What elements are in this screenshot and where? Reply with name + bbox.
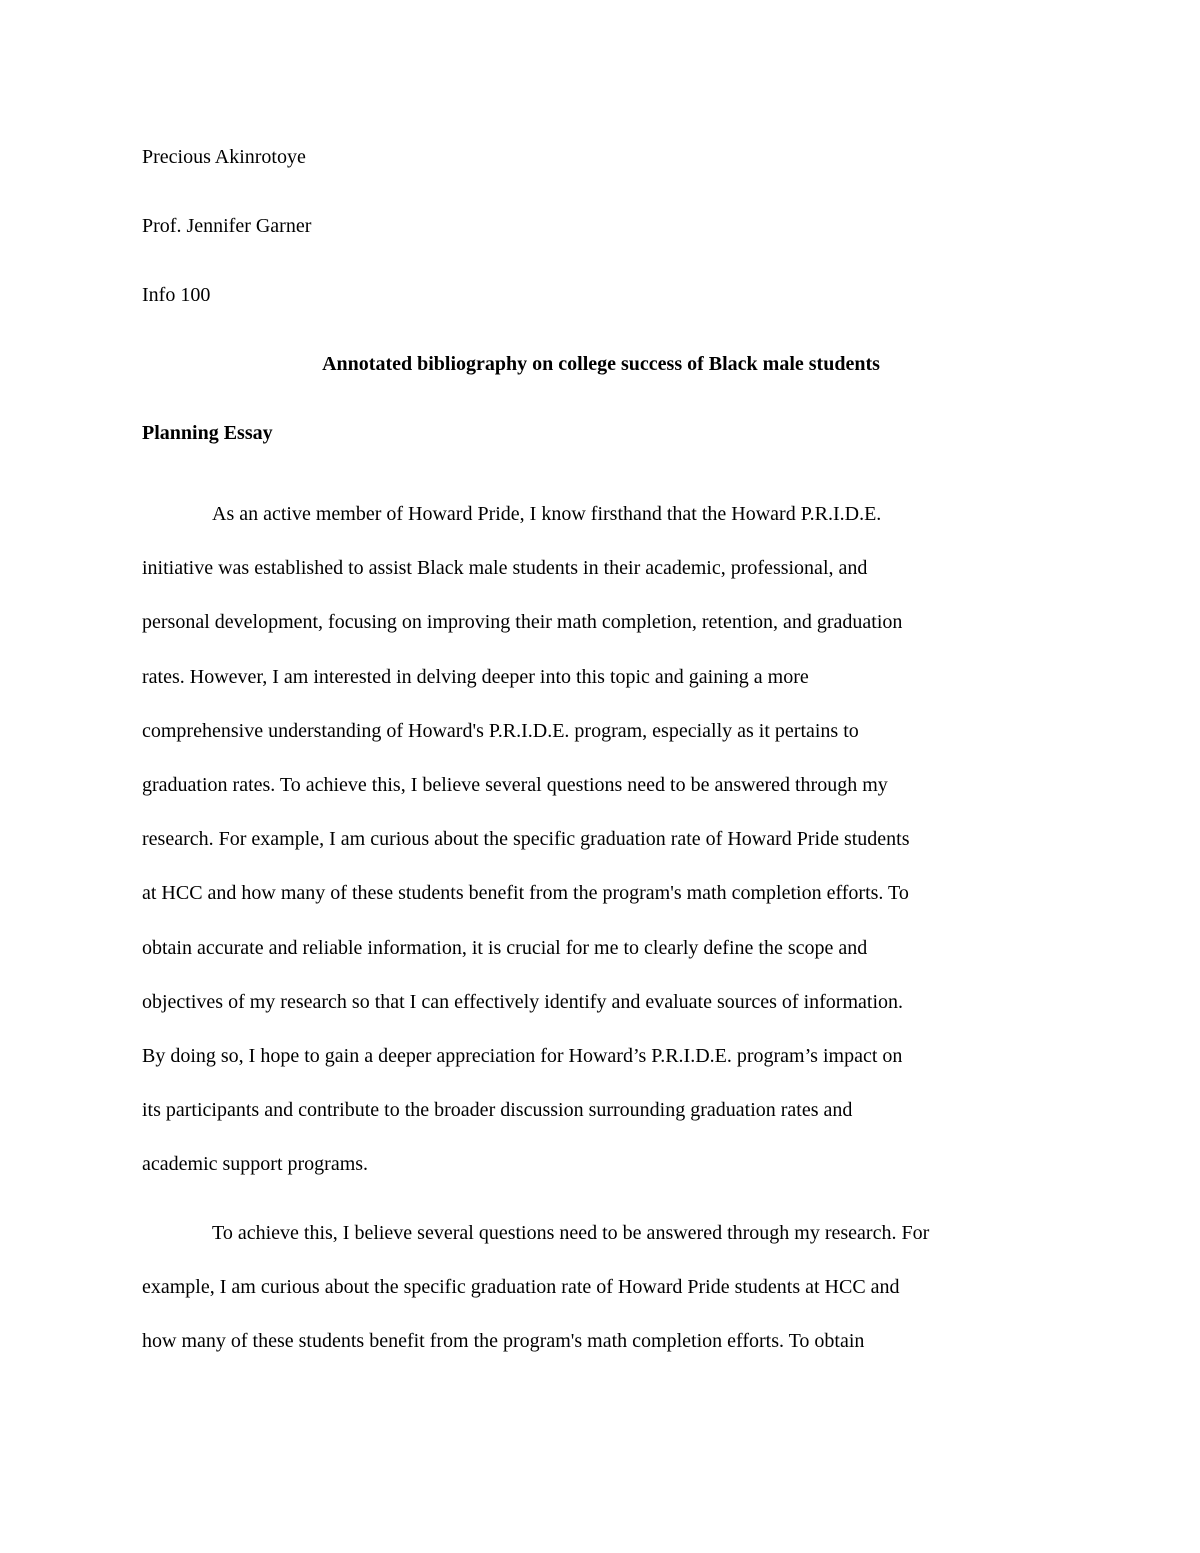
document-body (142, 142, 1060, 1368)
paragraph-line: To achieve this, I believe several questions need to be answered through my research. For (212, 1221, 930, 1244)
paragraph-line: how many of these students benefit from the program's math completion efforts. To obtain (142, 1330, 865, 1353)
paragraph-line: comprehensive understanding of Howard's P.R.I.D.E. program, especially as it pertains to (142, 719, 859, 742)
paragraph-line: academic support programs. (142, 1153, 369, 1176)
paragraph-2 (142, 1206, 1060, 1369)
paragraph-line: initiative was established to assist Black male students in their academic, professional, and (142, 557, 868, 580)
paragraph-spacer (142, 1192, 1060, 1206)
paragraph-line: obtain accurate and reliable information, it is crucial for me to clearly define the scope and (142, 936, 868, 959)
paragraph-line: objectives of my research so that I can effectively identify and evaluate sources of information. (142, 990, 904, 1013)
section-heading: Planning Essay (142, 422, 273, 444)
paragraph-line: personal development, focusing on improving their math completion, retention, and graduation (142, 611, 903, 634)
professor-name: Prof. Jennifer Garner (142, 215, 312, 237)
paragraph-line: By doing so, I hope to gain a deeper appreciation for Howard’s P.R.I.D.E. program’s impact on (142, 1045, 903, 1068)
paragraph-1 (142, 487, 1060, 1192)
paragraph-line: research. For example, I am curious about the specific graduation rate of Howard Pride students (142, 828, 910, 851)
paragraph-line: As an active member of Howard Pride, I know firsthand that the Howard P.R.I.D.E. (212, 503, 882, 525)
paragraph-line: graduation rates. To achieve this, I believe several questions need to be answered through my (142, 774, 888, 797)
course-name: Info 100 (142, 284, 211, 306)
document-title: Annotated bibliography on college success of Black male students (322, 353, 880, 375)
paragraph-line: at HCC and how many of these students benefit from the program's math completion efforts. To (142, 882, 909, 905)
author-name: Precious Akinrotoye (142, 146, 306, 168)
paragraph-line: rates. However, I am interested in delving deeper into this topic and gaining a more (142, 665, 809, 688)
paragraph-line: its participants and contribute to the broader discussion surrounding graduation rates and (142, 1099, 853, 1122)
paragraph-line: example, I am curious about the specific graduation rate of Howard Pride students at HCC and (142, 1275, 900, 1298)
